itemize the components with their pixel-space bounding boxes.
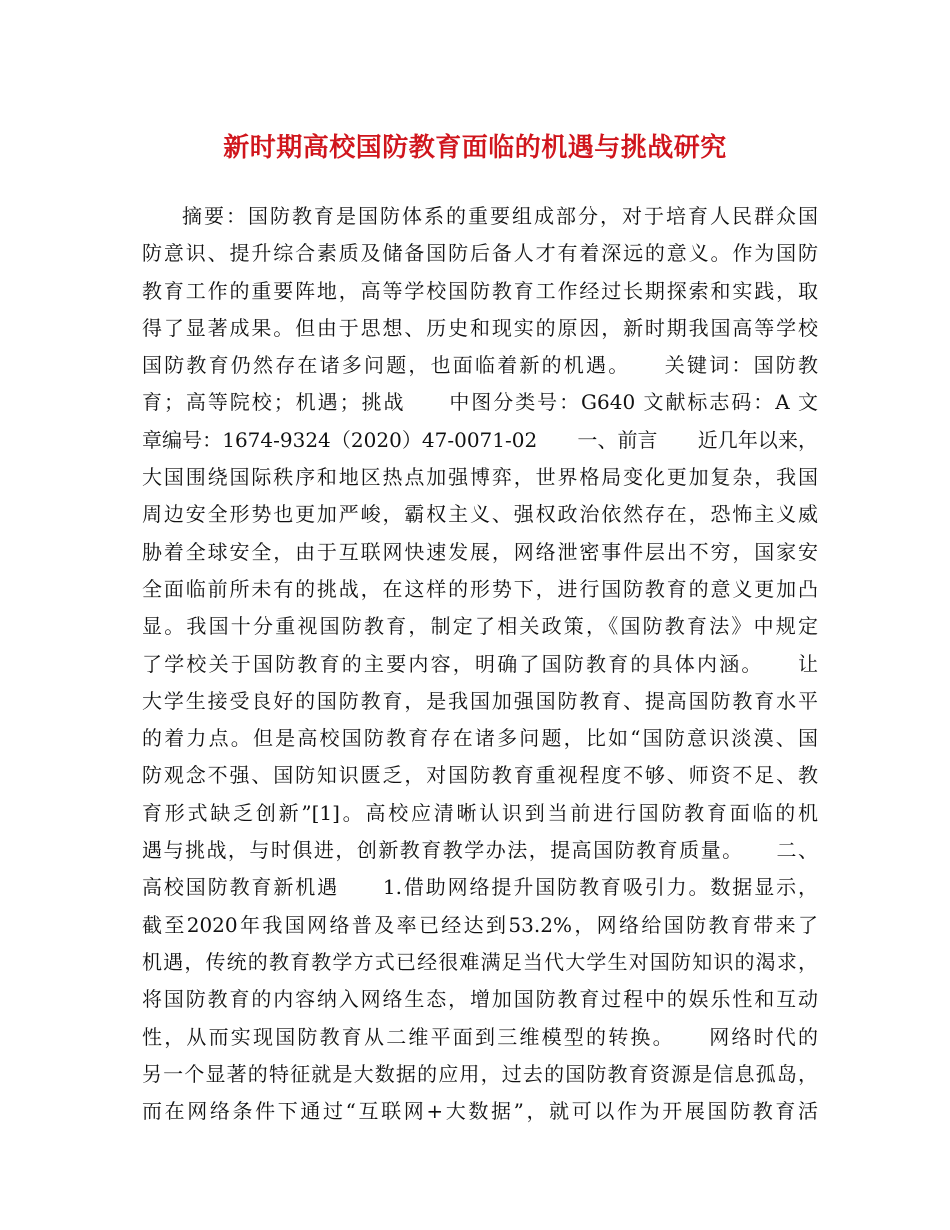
text-line: 周边安全形势也更加严峻，霸权主义、强权政治依然存在，恐怖主义威 xyxy=(142,502,818,527)
text-line: 育形式缺乏创新”[1]。高校应清晰认识到当前进行国防教育面临的机 xyxy=(142,800,818,825)
text-line: 机遇，传统的教育教学方式已经很难满足当代大学生对国防知识的渴求， xyxy=(142,949,818,974)
text-line: 胁着全球安全，由于互联网快速发展，网络泄密事件层出不穷，国家安 xyxy=(142,539,818,564)
text-line: 国防教育仍然存在诸多问题，也面临着新的机遇。 关键词：国防教 xyxy=(142,353,818,378)
text-line: 的着力点。但是高校国防教育存在诸多问题，比如“国防意识淡漠、国 xyxy=(142,726,818,751)
text-line: 防意识、提升综合素质及储备国防后备人才有着深远的意义。作为国防 xyxy=(142,241,818,266)
text-line: 遇与挑战，与时俱进，创新教育教学办法，提高国防教育质量。 二、 xyxy=(142,838,818,863)
text-line: 教育工作的重要阵地，高等学校国防教育工作经过长期探索和实践，取 xyxy=(142,278,818,303)
text-line: 性，从而实现国防教育从二维平面到三维模型的转换。 网络时代的 xyxy=(142,1024,818,1049)
text-line: 将国防教育的内容纳入网络生态，增加国防教育过程中的娱乐性和互动 xyxy=(142,987,818,1012)
text-line: 大学生接受良好的国防教育，是我国加强国防教育、提高国防教育水平 xyxy=(142,688,818,713)
document-title: 新时期高校国防教育面临的机遇与挑战研究 xyxy=(223,133,727,163)
text-line: 得了显著成果。但由于思想、历史和现实的原因，新时期我国高等学校 xyxy=(142,315,818,340)
document-body xyxy=(142,198,818,1130)
text-line: 大国围绕国际秩序和地区热点加强博弈，世界格局变化更加复杂，我国 xyxy=(142,465,818,490)
text-line: 全面临前所未有的挑战，在这样的形势下，进行国防教育的意义更加凸 xyxy=(142,576,818,601)
text-line: 高校国防教育新机遇 1.借助网络提升国防教育吸引力。数据显示， xyxy=(142,875,818,900)
text-line: 另一个显著的特征就是大数据的应用，过去的国防教育资源是信息孤岛， xyxy=(142,1061,818,1086)
text-line: 防观念不强、国防知识匮乏，对国防教育重视程度不够、师资不足、教 xyxy=(142,763,818,788)
text-line: 育；高等院校；机遇；挑战 中图分类号：G640 文献标志码：A 文 xyxy=(142,390,818,415)
text-line: 而在网络条件下通过“互联网+大数据”，就可以作为开展国防教育活 xyxy=(142,1099,818,1124)
text-line: 了学校关于国防教育的主要内容，明确了国防教育的具体内涵。 让 xyxy=(142,651,818,676)
text-line: 显。我国十分重视国防教育，制定了相关政策，《国防教育法》中规定 xyxy=(142,614,818,639)
text-line: 摘要：国防教育是国防体系的重要组成部分，对于培育人民群众国 xyxy=(182,204,818,228)
text-line: 章编号：1674-9324（2020）47-0071-02 一、前言 近几年以来， xyxy=(142,427,818,452)
text-line: 截至2020年我国网络普及率已经达到53.2%，网络给国防教育带来了 xyxy=(142,912,818,937)
